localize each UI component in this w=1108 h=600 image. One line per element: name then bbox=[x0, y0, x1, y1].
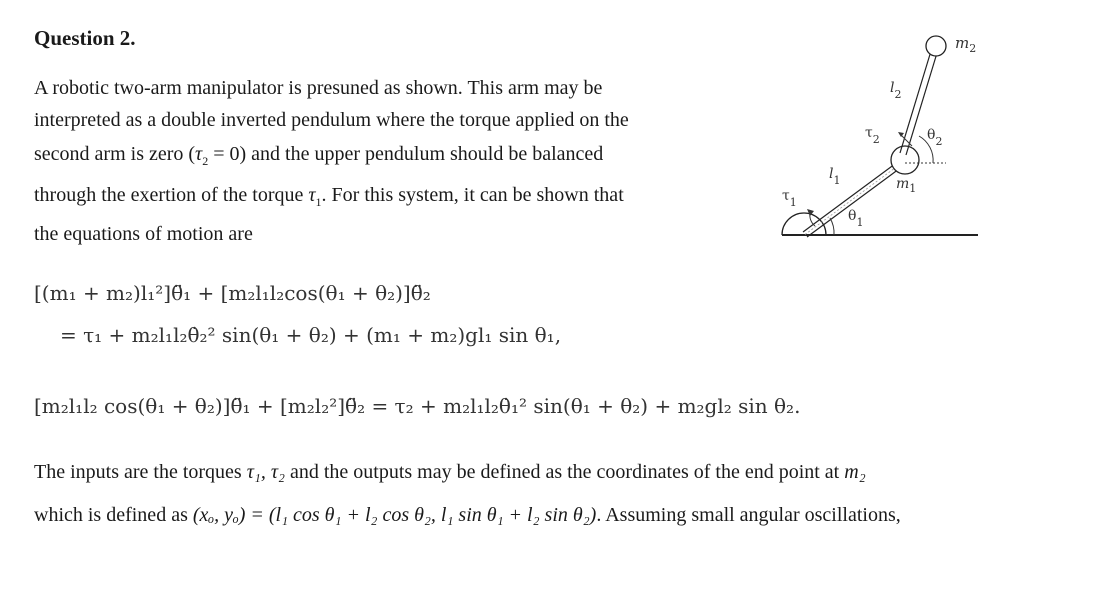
manipulator-diagram bbox=[770, 20, 990, 250]
theta1-arc bbox=[830, 218, 834, 235]
outro-line-2: which is defined as (xₒ, yₒ) = (l₁ cos θ₁ + l₂ cos θ₂, l₁ sin θ₁ + l₂ sin θ₂). Assuming small angular oscillations, bbox=[34, 504, 901, 526]
label-l1: $l_1$ bbox=[829, 166, 841, 187]
equation-2: [m₂l₁l₂ cos(θ₁ + θ₂)]θ̈₁ + [m₂l₂²]θ̈₂ = τ₂ + m₂l₁l₂θ̇₁² sin(θ₁ + θ₂) + m₂gl₂ sin θ₂. bbox=[34, 394, 801, 418]
joint-m1 bbox=[891, 146, 919, 174]
label-l2: $l_2$ bbox=[890, 80, 902, 101]
intro-line-4: through the exertion of the torque $\tau_1$. For this system, it can be shown that bbox=[34, 184, 624, 209]
label-tau1: $\tau_1$ bbox=[782, 188, 797, 209]
intro-line-2: interpreted as a double inverted pendulum where the torque applied on the bbox=[34, 109, 629, 131]
label-tau2: $\tau_2$ bbox=[865, 125, 880, 146]
label-theta1: $\theta_1$ bbox=[848, 208, 864, 229]
outro-line-1: The inputs are the torques τ₁, τ₂ and the outputs may be defined as the coordinates of the end point at m₂ bbox=[34, 461, 866, 483]
label-m2: $m_2$ bbox=[955, 34, 977, 55]
question-title: Question 2. bbox=[34, 26, 136, 50]
label-theta2: $\theta_2$ bbox=[927, 127, 943, 148]
intro-line-5: the equations of motion are bbox=[34, 223, 253, 245]
equation-1-line-1: [(m₁ + m₂)l₁²]θ̈₁ + [m₂l₁l₂cos(θ₁ + θ₂)]θ̈₂ bbox=[34, 281, 431, 305]
equation-1-line-2: = τ₁ + m₂l₁l₂θ̇₂² sin(θ₁ + θ₂) + (m₁ + m₂)gl₁ sin θ₁, bbox=[60, 323, 562, 347]
intro-line-1: A robotic two-arm manipulator is presuned as shown. This arm may be bbox=[34, 77, 603, 99]
label-m1: $m_1$ bbox=[896, 176, 917, 195]
intro-line-3: second arm is zero $(\tau_2 = 0)$ and the upper pendulum should be balanced bbox=[34, 143, 604, 168]
tau2-arrowhead bbox=[898, 132, 904, 137]
end-mass-m2 bbox=[926, 36, 946, 56]
